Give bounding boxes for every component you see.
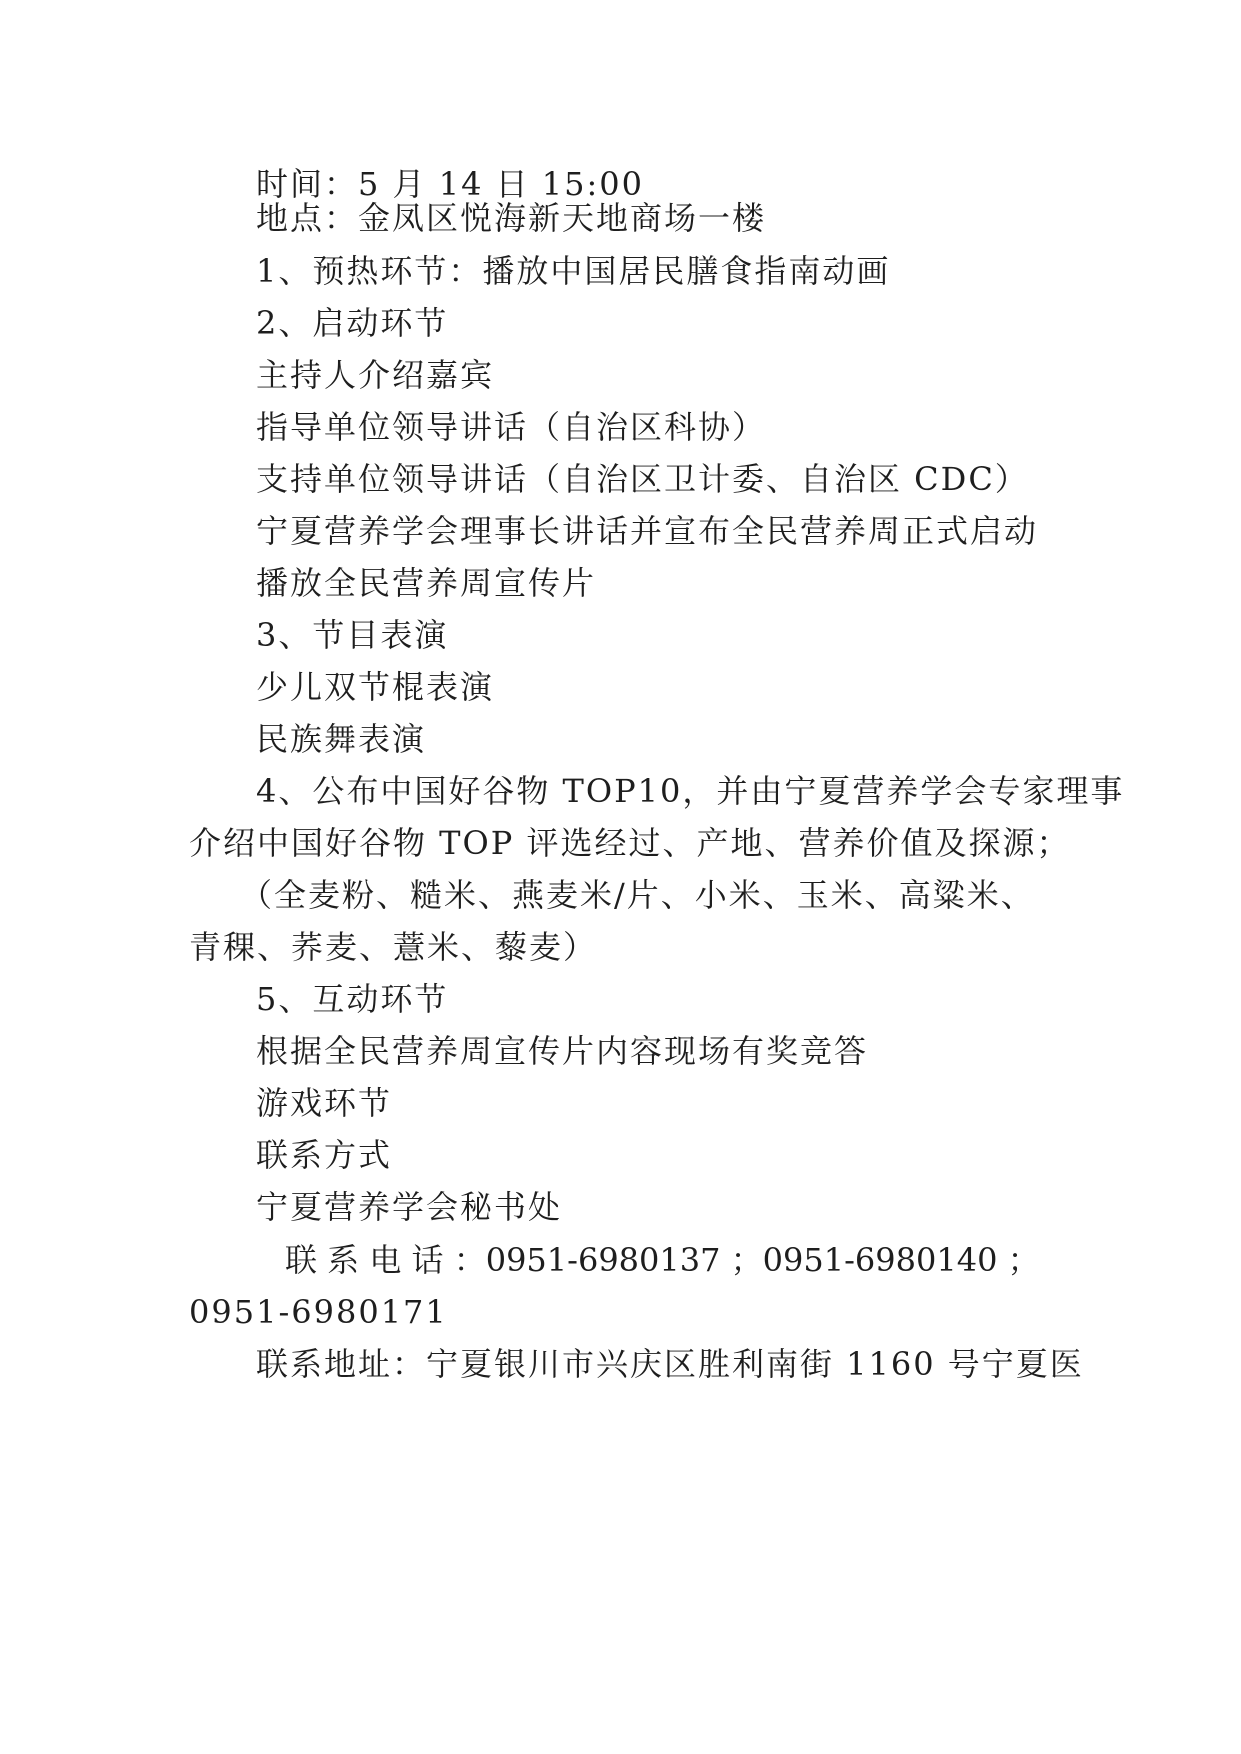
contact-heading: 联系方式 bbox=[256, 1136, 393, 1174]
agenda-subitem: 支持单位领导讲话（自治区卫计委、自治区 CDC） bbox=[256, 460, 1029, 498]
phone-line bbox=[285, 1240, 1040, 1280]
phone-number-3: 0951-6980171 bbox=[189, 1293, 448, 1331]
agenda-subitem: 民族舞表演 bbox=[256, 720, 427, 758]
location-line: 地点：金凤区悦海新天地商场一楼 bbox=[256, 199, 767, 237]
address-line: 联系地址：宁夏银川市兴庆区胜利南街 1160 号宁夏医 bbox=[256, 1345, 1084, 1383]
agenda-subitem: 少儿双节棍表演 bbox=[256, 668, 495, 706]
agenda-item-3: 3、节目表演 bbox=[256, 616, 449, 654]
contact-org: 宁夏营养学会秘书处 bbox=[256, 1188, 563, 1226]
grain-list: （全麦粉、糙米、燕麦米/片、小米、玉米、高粱米、 bbox=[240, 876, 1035, 914]
phone-number-2: 0951-6980140 ； bbox=[762, 1241, 1040, 1279]
agenda-item-4-continuation: 介绍中国好谷物 TOP 评选经过、产地、营养价值及探源； bbox=[189, 824, 1071, 862]
agenda-subitem: 主持人介绍嘉宾 bbox=[256, 356, 495, 394]
grain-list-continuation: 青稞、荞麦、薏米、藜麦） bbox=[189, 928, 598, 966]
time-line: 时间：5 月 14 日 15:00 bbox=[256, 165, 644, 203]
agenda-item-4: 4、公布中国好谷物 TOP10，并由宁夏营养学会专家理事 bbox=[256, 772, 1125, 810]
agenda-item-1: 1、预热环节：播放中国居民膳食指南动画 bbox=[256, 252, 891, 290]
phone-number-1: 0951-6980137 ； bbox=[485, 1241, 763, 1279]
agenda-subitem: 宁夏营养学会理事长讲话并宣布全民营养周正式启动 bbox=[256, 512, 1039, 550]
agenda-item-2: 2、启动环节 bbox=[256, 304, 449, 342]
phone-label: 联 系 电 话 ： bbox=[285, 1241, 486, 1279]
agenda-subitem: 游戏环节 bbox=[256, 1084, 393, 1122]
agenda-subitem: 根据全民营养周宣传片内容现场有奖竞答 bbox=[256, 1032, 869, 1070]
agenda-subitem: 指导单位领导讲话（自治区科协） bbox=[256, 408, 767, 446]
agenda-subitem: 播放全民营养周宣传片 bbox=[256, 564, 597, 602]
agenda-item-5: 5、互动环节 bbox=[256, 980, 449, 1018]
